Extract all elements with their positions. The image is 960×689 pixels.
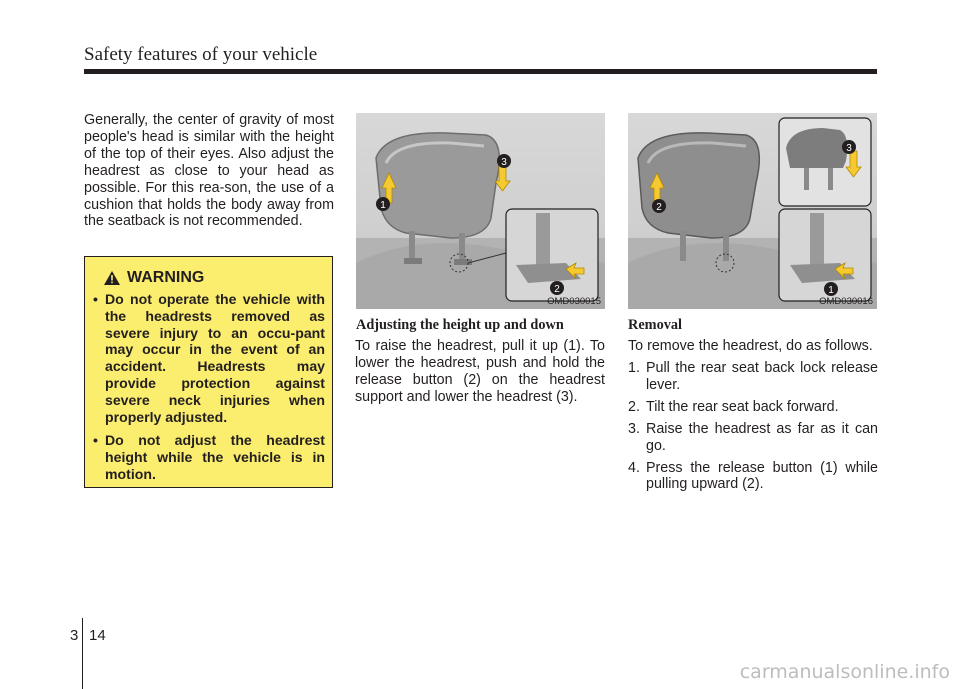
figure-code: OMD030016	[819, 296, 873, 307]
section-number: 3	[70, 627, 79, 644]
callout-2: 2	[554, 284, 560, 295]
page-number: 14	[89, 627, 106, 644]
warning-heading	[103, 269, 204, 287]
figure-adjust-headrest	[356, 113, 605, 309]
warning-item: • Do not adjust the headrest height while the vehicle is in motion.	[93, 432, 325, 482]
removal-heading: Removal	[628, 317, 682, 333]
warning-item: • Do not operate the vehicle with the headrests removed as severe injury to an occu-pant may occur in the event of an accident. Headrests may provide protection against severe neck injuries when properly adjusted.	[93, 291, 325, 425]
removal-step: 4. Press the release button (1) while pulling upward (2).	[628, 459, 878, 493]
callout-3: 3	[846, 143, 852, 154]
headrest-removal-illustration	[628, 113, 877, 309]
callout-1: 1	[380, 200, 386, 211]
warning-list	[93, 291, 325, 490]
callout-2: 2	[656, 202, 662, 213]
removal-intro: To remove the headrest, do as follows.	[628, 338, 873, 354]
page-header-title: Safety features of your vehicle	[84, 44, 318, 65]
callout-3: 3	[501, 157, 507, 168]
footer-rule	[82, 618, 83, 689]
header-rule	[84, 69, 877, 74]
adjusting-paragraph: To raise the headrest, pull it up (1). To lower the headrest, push and hold the release button (2) on the headrest support and lower the headrest (3).	[355, 338, 605, 405]
adjusting-heading: Adjusting the height up and down	[356, 317, 564, 333]
removal-step: 3. Raise the headrest as far as it can go.	[628, 420, 878, 454]
warning-triangle-icon	[103, 270, 121, 286]
watermark: carmanualsonline.info	[739, 661, 950, 683]
figure-code: OMD030015	[547, 296, 601, 307]
removal-steps	[628, 360, 878, 498]
warning-title: WARNING	[127, 269, 205, 286]
figure-remove-headrest	[628, 113, 877, 309]
removal-step: 2. Tilt the rear seat back forward.	[628, 398, 839, 415]
intro-paragraph: Generally, the center of gravity of most people's head is similar with the height of the top of their eyes. Also adjust the headrest as close to your head as possible. For this rea-son, the use of a cushion that holds the body away from the seatback is not recommended.	[84, 112, 334, 230]
warning-box	[84, 256, 333, 488]
removal-step: 1. Pull the rear seat back lock release lever.	[628, 360, 878, 393]
headrest-adjust-illustration	[356, 113, 605, 309]
callout-1: 1	[828, 285, 834, 296]
